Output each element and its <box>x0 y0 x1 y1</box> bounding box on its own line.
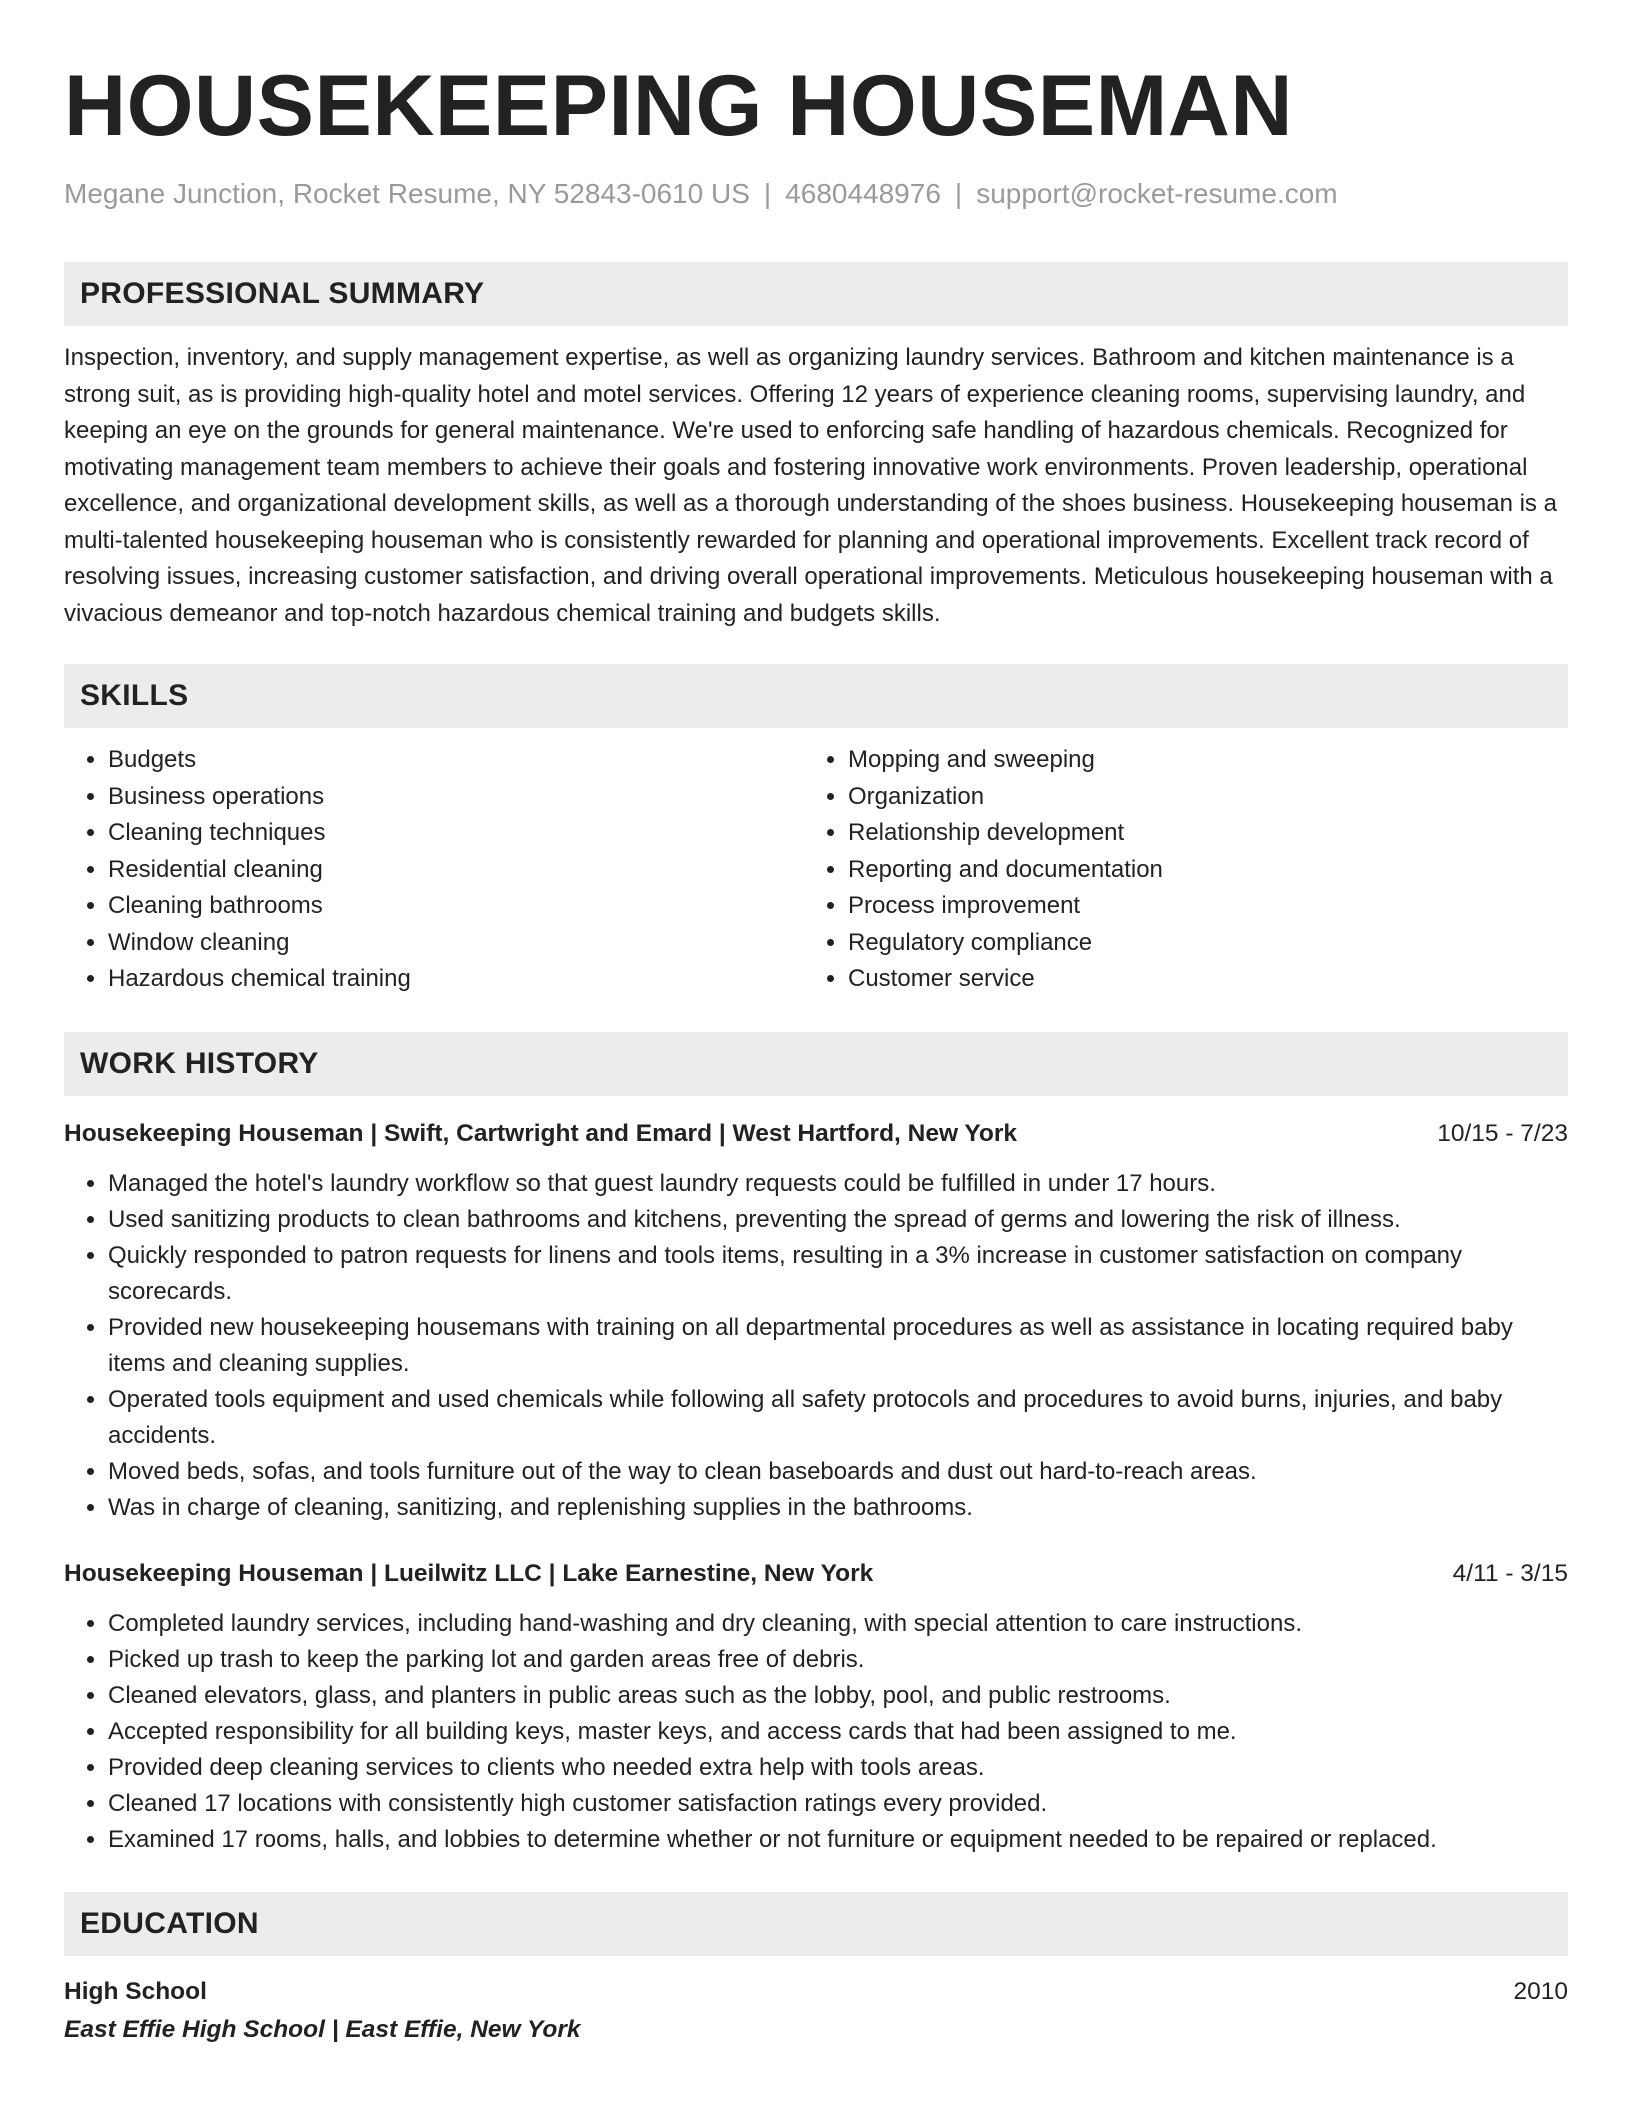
job-header <box>64 1556 1568 1592</box>
education-school: East Effie High School | East Effie, New York <box>64 2015 581 2043</box>
job-entry <box>64 1116 1568 1526</box>
skill-item: • Process improvement <box>848 888 1544 925</box>
job-dates: 4/11 - 3/15 <box>1452 1559 1568 1587</box>
section-header-skills: SKILLS <box>64 664 1568 728</box>
job-bullets <box>64 1606 1568 1858</box>
skill-item: • Cleaning techniques <box>108 815 804 852</box>
job-dates: 10/15 - 7/23 <box>1437 1119 1568 1147</box>
skill-item: • Business operations <box>108 779 804 816</box>
job-bullet: • Managed the hotel's laundry workflow so that guest laundry requests could be fulfilled in under 17 hours. <box>108 1166 1568 1202</box>
job-bullet: • Completed laundry services, including hand-washing and dry cleaning, with special attention to care instructions. <box>108 1606 1568 1642</box>
contact-phone: 4680448976 <box>785 178 941 209</box>
contact-separator: | <box>954 178 963 209</box>
skills-column-left <box>64 742 804 998</box>
job-title: Housekeeping Houseman | Lueilwitz LLC | Lake Earnestine, New York <box>64 1559 874 1587</box>
skill-item: • Budgets <box>108 742 804 779</box>
candidate-name: HOUSEKEEPING HOUSEMAN <box>64 58 1293 154</box>
skill-item: • Customer service <box>848 961 1544 998</box>
job-bullet: • Cleaned elevators, glass, and planters in public areas such as the lobby, pool, and public restrooms. <box>108 1678 1568 1714</box>
job-bullet: • Was in charge of cleaning, sanitizing, and replenishing supplies in the bathrooms. <box>108 1490 1568 1526</box>
skills-column-right <box>804 742 1544 998</box>
skill-item: • Cleaning bathrooms <box>108 888 804 925</box>
skills-grid <box>64 742 1568 998</box>
contact-email: support@rocket-resume.com <box>976 178 1338 209</box>
section-header-work-history: WORK HISTORY <box>64 1032 1568 1096</box>
skill-item: • Reporting and documentation <box>848 852 1544 889</box>
section-header-education: EDUCATION <box>64 1892 1568 1956</box>
contact-line <box>64 176 1568 212</box>
job-title: Housekeeping Houseman | Swift, Cartwright and Emard | West Hartford, New York <box>64 1119 1018 1147</box>
skill-item: • Relationship development <box>848 815 1544 852</box>
skill-item: • Residential cleaning <box>108 852 804 889</box>
job-bullet: • Accepted responsibility for all building keys, master keys, and access cards that had been assigned to me. <box>108 1714 1568 1750</box>
contact-address: Megane Junction, Rocket Resume, NY 52843-0610 US <box>64 178 750 209</box>
job-bullet: • Used sanitizing products to clean bathrooms and kitchens, preventing the spread of germs and lowering the risk of illness. <box>108 1202 1568 1238</box>
job-bullet: • Provided deep cleaning services to clients who needed extra help with tools areas. <box>108 1750 1568 1786</box>
summary-text: Inspection, inventory, and supply management expertise, as well as organizing laundry services. Bathroom and kitchen maintenance is a strong suit, as is providing high-quality hotel and motel services. Offering 12 years of experience cleaning rooms, supervising laundry, and keeping an eye on the grounds for general maintenance. We're used to enforcing safe handling of hazardous chemicals. Recognized for motivating management team members to achieve their goals and fostering innovative work environments. Proven leadership, operational excellence, and organizational development skills, as well as a thorough understanding of the shoes business. Housekeeping houseman is a multi-talented housekeeping houseman who is consistently rewarded for planning and operational improvements. Excellent track record of resolving issues, increasing customer satisfaction, and driving overall operational improvements. Meticulous housekeeping houseman with a vivacious demeanor and top-notch hazardous chemical training and budgets skills. <box>64 344 1557 627</box>
job-bullet: • Provided new housekeeping housemans with training on all departmental procedures as well as assistance in locating required baby items and cleaning supplies. <box>108 1310 1568 1382</box>
contact-separator: | <box>763 178 772 209</box>
skill-item: • Organization <box>848 779 1544 816</box>
job-header <box>64 1116 1568 1152</box>
skill-item: • Window cleaning <box>108 925 804 962</box>
job-bullet: • Operated tools equipment and used chemicals while following all safety protocols and procedures to avoid burns, injuries, and baby accidents. <box>108 1382 1568 1454</box>
skill-item: • Regulatory compliance <box>848 925 1544 962</box>
section-header-summary: PROFESSIONAL SUMMARY <box>64 262 1568 326</box>
education-year: 2010 <box>1513 1977 1568 2005</box>
job-bullet: • Examined 17 rooms, halls, and lobbies to determine whether or not furniture or equipment needed to be repaired or replaced. <box>108 1822 1568 1858</box>
job-bullet: • Cleaned 17 locations with consistently high customer satisfaction ratings every provided. <box>108 1786 1568 1822</box>
job-bullet: • Moved beds, sofas, and tools furniture out of the way to clean baseboards and dust out hard-to-reach areas. <box>108 1454 1568 1490</box>
skill-item: • Hazardous chemical training <box>108 961 804 998</box>
job-entry <box>64 1556 1568 1858</box>
job-bullet: • Picked up trash to keep the parking lot and garden areas free of debris. <box>108 1642 1568 1678</box>
job-bullet: • Quickly responded to patron requests for linens and tools items, resulting in a 3% increase in customer satisfaction on company scorecards. <box>108 1238 1568 1310</box>
job-bullets <box>64 1166 1568 1526</box>
education-header <box>64 1974 1568 2010</box>
education-degree: High School <box>64 1977 207 2005</box>
skill-item: • Mopping and sweeping <box>848 742 1544 779</box>
